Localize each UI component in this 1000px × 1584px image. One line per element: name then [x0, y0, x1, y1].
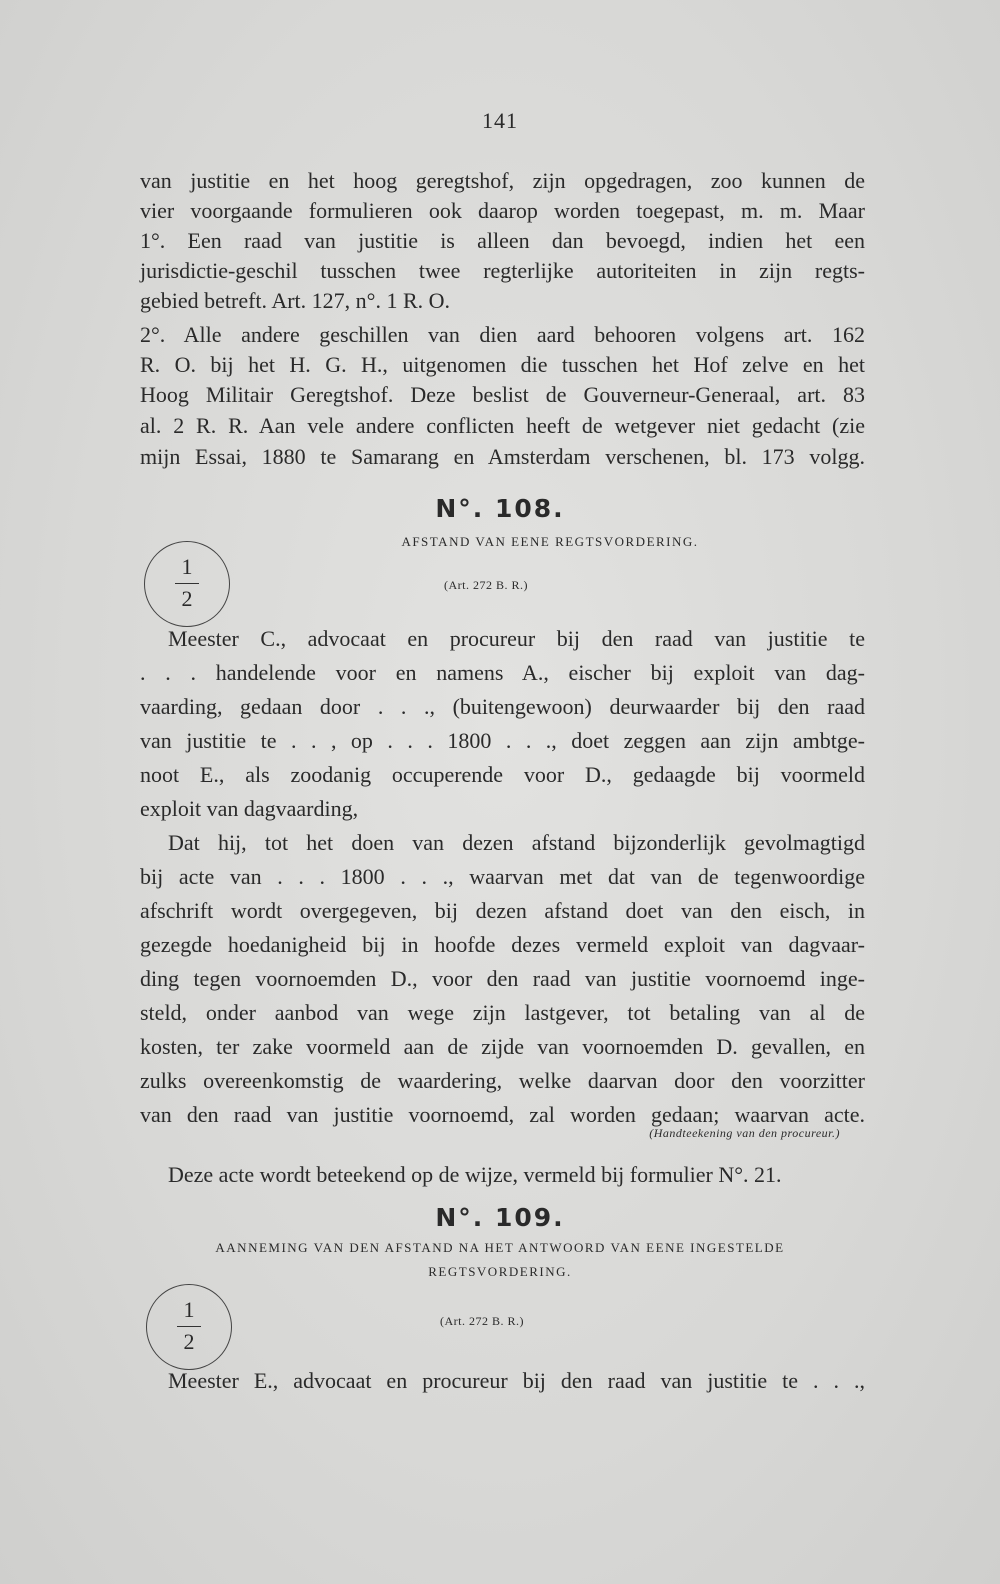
- fraction-stamp: [144, 541, 230, 627]
- text-line: Dat hij, tot het doen van dezen afstand bijzonderlijk gevolmagtigd: [168, 830, 865, 855]
- stamp-denominator: 2: [183, 1329, 195, 1354]
- text-line: afschrift wordt overgegeven, bij dezen afstand doet van den eisch, in: [140, 898, 865, 923]
- text-line: van den raad van justitie voornoemd, zal worden gedaan; waarvan acte.: [140, 1102, 865, 1127]
- text-line: Hoog Militair Geregtshof. Deze beslist de Gouverneur-Generaal, art. 83: [140, 382, 865, 407]
- stamp-numerator: 1: [181, 554, 193, 579]
- text-line: 2°. Alle andere geschillen van dien aard behooren volgens art. 162: [140, 322, 865, 347]
- signature-note: (Handteekening van den procureur.): [649, 1126, 840, 1140]
- text-line: R. O. bij het H. G. H., uitgenomen die tusschen het Hof zelve en het: [140, 352, 865, 377]
- form-109-number: N°. 109.: [435, 1203, 565, 1232]
- form-108-number: N°. 108.: [435, 494, 565, 523]
- text-line: vier voorgaande formulieren ook daarop worden toegepast, m. m. Maar: [140, 198, 865, 223]
- page-number: 141: [482, 108, 518, 133]
- text-line: al. 2 R. R. Aan vele andere conflicten heeft de wetgever niet gedacht (zie: [140, 413, 865, 438]
- stamp-fraction-bar: [175, 583, 199, 584]
- form-109-title-line-1: AANNEMING VAN DEN AFSTAND NA HET ANTWOORD VAN EENE INGESTELDE: [215, 1240, 785, 1255]
- text-line: kosten, ter zake voormeld aan de zijde van voornoemden D. gevallen, en: [140, 1034, 865, 1059]
- text-line: ding tegen voornoemden D., voor den raad van justitie voornoemd inge-: [140, 966, 865, 991]
- form-109-article-ref: (Art. 272 B. R.): [440, 1314, 524, 1328]
- service-note: Deze acte wordt beteekend op de wijze, vermeld bij formulier N°. 21.: [168, 1162, 782, 1187]
- text-line: steld, onder aanbod van wege zijn lastgever, tot betaling van al de: [140, 1000, 865, 1025]
- stamp-numerator: 1: [183, 1297, 195, 1322]
- stamp-fraction-bar: [177, 1326, 201, 1327]
- text-line: van justitie te . . , op . . . 1800 . . ., doet zeggen aan zijn ambtge-: [140, 728, 865, 753]
- text-line: . . . handelende voor en namens A., eischer bij exploit van dag-: [140, 660, 865, 685]
- text-line: jurisdictie-geschil tusschen twee regterlijke autoriteiten in zijn regts-: [140, 258, 865, 283]
- text-line: Meester C., advocaat en procureur bij den raad van justitie te: [168, 626, 865, 651]
- form-108-article-ref: (Art. 272 B. R.): [444, 578, 528, 592]
- form-108-title: AFSTAND VAN EENE REGTSVORDERING.: [401, 534, 699, 549]
- stamp-denominator: 2: [181, 586, 193, 611]
- text-line: van justitie en het hoog geregtshof, zijn opgedragen, zoo kunnen de: [140, 168, 865, 193]
- fraction-stamp: [146, 1284, 232, 1370]
- text-line: zulks overeenkomstig de waardering, welke daarvan door den voorzitter: [140, 1068, 865, 1093]
- text-line: vaarding, gedaan door . . ., (buitengewoon) deurwaarder bij den raad: [140, 694, 865, 719]
- text-line: gebied betreft. Art. 127, n°. 1 R. O.: [140, 288, 451, 313]
- text-line: mijn Essai, 1880 te Samarang en Amsterdam verschenen, bl. 173 volgg.: [140, 444, 865, 469]
- text-line: exploit van dagvaarding,: [140, 796, 359, 821]
- text-line: gezegde hoedanigheid bij in hoofde dezes vermeld exploit van dagvaar-: [140, 932, 865, 957]
- text-line: noot E., als zoodanig occuperende voor D., gedaagde bij voormeld: [140, 762, 865, 787]
- text-line: 1°. Een raad van justitie is alleen dan bevoegd, indien het een: [140, 228, 865, 253]
- text-line: bij acte van . . . 1800 . . ., waarvan met dat van de tegenwoordige: [140, 864, 865, 889]
- text-line: Meester E., advocaat en procureur bij den raad van justitie te . . .,: [168, 1368, 865, 1393]
- form-109-title-line-2: REGTSVORDERING.: [428, 1264, 572, 1279]
